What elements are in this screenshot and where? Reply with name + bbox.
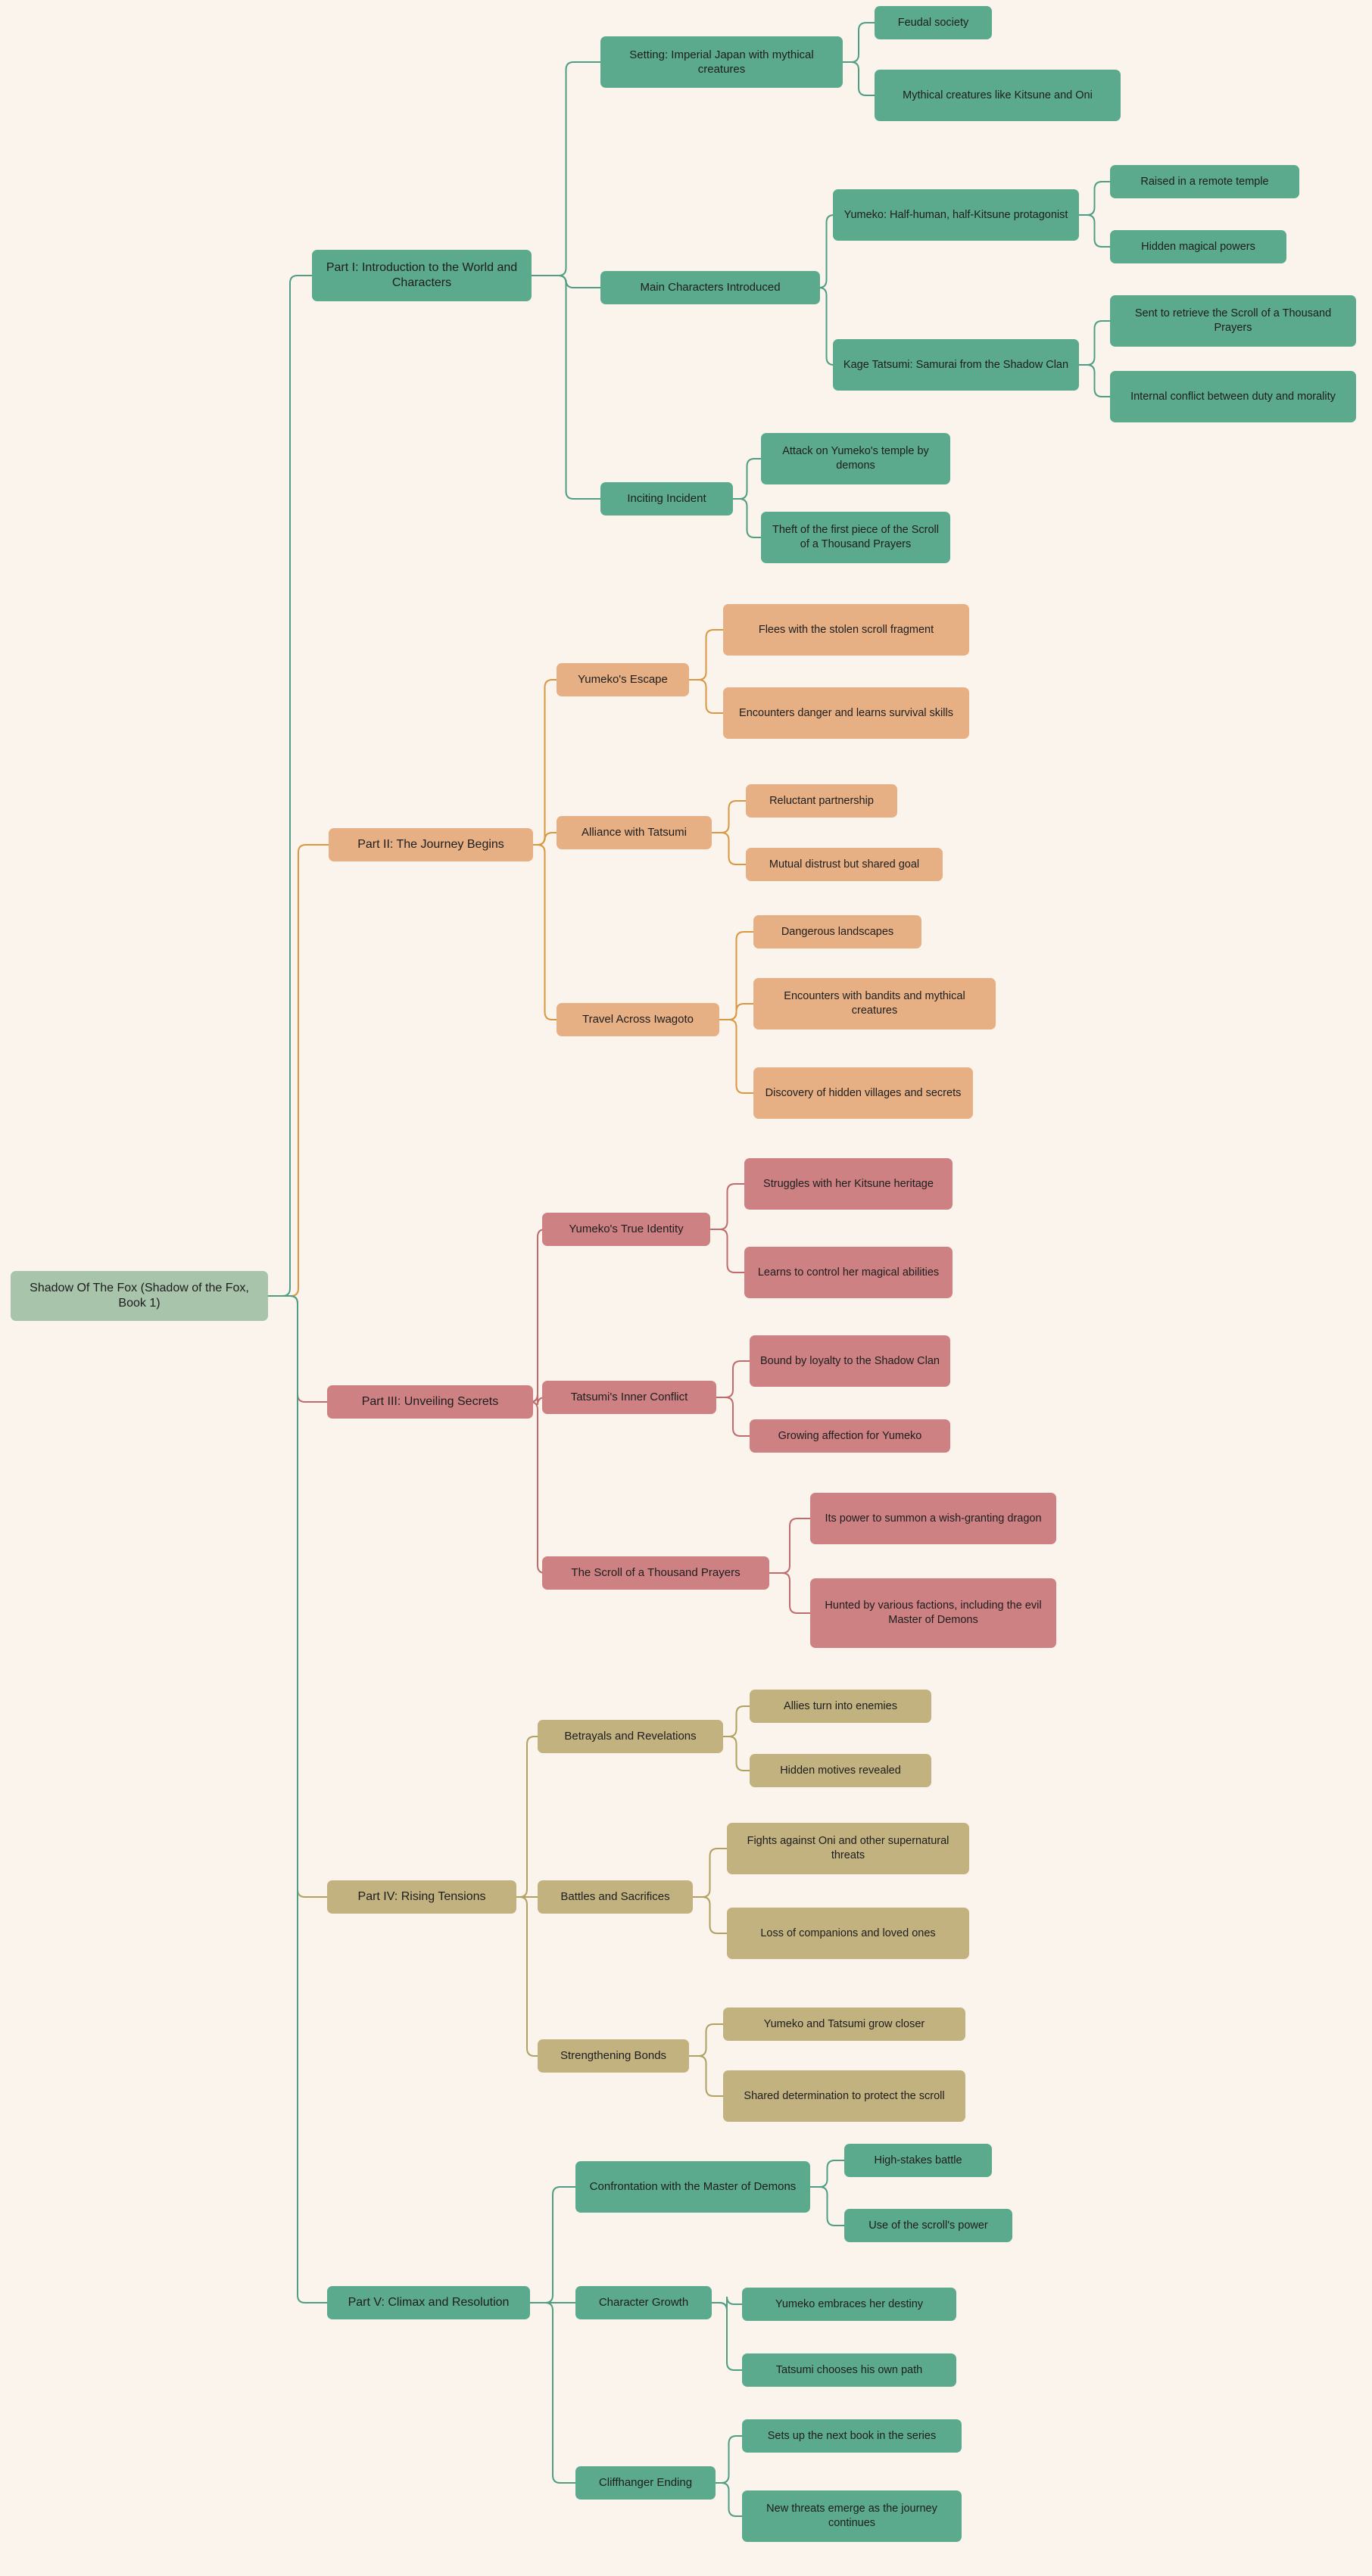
topic-node-part4-0[interactable]	[538, 1720, 723, 1753]
node-label: Learns to control her magical abilities	[757, 1266, 940, 1279]
node-label: Reluctant partnership	[769, 794, 874, 807]
node-label: Encounters with bandits and mythical creatures	[784, 990, 965, 1017]
leaf-node-part2-0-1[interactable]	[723, 687, 969, 739]
leaf-node-part5-2-1[interactable]	[742, 2490, 962, 2542]
node-label: Fights against Oni and other supernatural threats	[747, 1835, 949, 1861]
node-label: Use of the scroll's power	[868, 2219, 988, 2232]
node-label: Internal conflict between duty and morality	[1130, 390, 1336, 403]
branch-node-part5[interactable]	[327, 2286, 530, 2319]
topic-node-part1-1[interactable]	[600, 271, 820, 304]
node-label: Theft of the first piece of the Scroll of a Thousand Prayers	[772, 524, 940, 550]
node-label: Main Characters Introduced	[640, 281, 781, 294]
topic-node-part3-0[interactable]	[542, 1213, 710, 1246]
node-label: Raised in a remote temple	[1140, 175, 1269, 188]
node-label: Kage Tatsumi: Samurai from the Shadow Clan	[843, 358, 1069, 371]
node-label: Shared determination to protect the scroll	[744, 2089, 945, 2102]
leaf-node-part3-1-0[interactable]	[750, 1335, 950, 1387]
topic-node-part5-1[interactable]	[575, 2286, 712, 2319]
node-label: Mythical creatures like Kitsune and Oni	[903, 89, 1093, 101]
topic-node-part3-2[interactable]	[542, 1556, 769, 1590]
topic-node-part2-2[interactable]	[557, 1003, 719, 1036]
node-label: Bound by loyalty to the Shadow Clan	[760, 1354, 940, 1367]
leaf-node-part2-2-2[interactable]	[753, 1067, 973, 1119]
leaf-node-part1-0-0[interactable]	[875, 6, 992, 39]
leaf-node-part5-2-0[interactable]	[742, 2419, 962, 2453]
node-label: Yumeko embraces her destiny	[775, 2297, 924, 2310]
node-label: Tatsumi chooses his own path	[775, 2363, 923, 2376]
node-label: Battles and Sacrifices	[560, 1890, 670, 1904]
node-label: Character Growth	[598, 2296, 689, 2310]
leaf-node-part1-0-1[interactable]	[875, 70, 1121, 121]
node-label: Hidden magical powers	[1141, 240, 1255, 253]
node-label: Part IV: Rising Tensions	[357, 1889, 486, 1903]
node-label: Struggles with her Kitsune heritage	[763, 1177, 934, 1190]
node-label: Feudal society	[897, 16, 969, 29]
node-label: Discovery of hidden villages and secrets	[765, 1086, 962, 1099]
node-label: Part III: Unveiling Secrets	[361, 1394, 499, 1408]
leaf-node-part1-1-1-0[interactable]	[1110, 295, 1356, 347]
node-label: Loss of companions and loved ones	[760, 1927, 936, 1939]
leaf-node-part4-2-1[interactable]	[723, 2070, 965, 2122]
node-label: Yumeko and Tatsumi grow closer	[763, 2017, 925, 2030]
node-label: Travel Across Iwagoto	[582, 1013, 694, 1026]
node-label: Attack on Yumeko's temple by demons	[782, 445, 929, 472]
leaf-node-part1-2-0[interactable]	[761, 433, 950, 484]
node-label: Tatsumi's Inner Conflict	[570, 1391, 688, 1404]
node-label: The Scroll of a Thousand Prayers	[571, 1566, 741, 1580]
branch-node-part1[interactable]	[312, 250, 532, 301]
topic-node-part4-1[interactable]	[538, 1880, 693, 1914]
leaf-node-part3-2-0[interactable]	[810, 1493, 1056, 1544]
node-label: Setting: Imperial Japan with mythical creatures	[629, 48, 814, 76]
leaf-node-part2-2-0[interactable]	[753, 915, 921, 948]
node-label: Hunted by various factions, including the evil Master of Demons	[825, 1599, 1042, 1626]
leaf-node-part1-1-1-1[interactable]	[1110, 371, 1356, 422]
node-label: Its power to summon a wish-granting dragon	[825, 1512, 1042, 1525]
node-label: Yumeko: Half-human, half-Kitsune protagonist	[843, 208, 1068, 221]
topic-node-part1-0[interactable]	[600, 36, 843, 88]
leaf-node-part2-1-1[interactable]	[746, 848, 943, 881]
node-label: Confrontation with the Master of Demons	[589, 2180, 797, 2194]
leaf-node-part4-1-0[interactable]	[727, 1823, 969, 1874]
leaf-node-part3-2-1[interactable]	[810, 1578, 1056, 1648]
node-label: Shadow Of The Fox (Shadow of the Fox, Book 1)	[30, 1281, 249, 1310]
node-label: Cliffhanger Ending	[598, 2476, 693, 2490]
branch-node-part3[interactable]	[327, 1385, 533, 1419]
node-label: Part II: The Journey Begins	[357, 837, 504, 851]
node-label: Part V: Climax and Resolution	[348, 2295, 510, 2309]
leaf-node-part4-2-0[interactable]	[723, 2008, 965, 2041]
leaf-node-part4-1-1[interactable]	[727, 1908, 969, 1959]
leaf-node-part5-0-1[interactable]	[844, 2209, 1012, 2242]
node-label: Yumeko's Escape	[578, 673, 668, 687]
leaf-node-part4-0-0[interactable]	[750, 1690, 931, 1723]
node-label: Betrayals and Revelations	[564, 1730, 697, 1743]
leaf-node-part2-2-1[interactable]	[753, 978, 996, 1029]
topic-node-part2-1[interactable]	[557, 816, 712, 849]
node-label: Strengthening Bonds	[560, 2049, 667, 2063]
node-label: New threats emerge as the journey continues	[766, 2503, 937, 2529]
node-label: Growing affection for Yumeko	[778, 1429, 922, 1442]
topic-node-part5-0[interactable]	[575, 2161, 810, 2213]
node-label: Hidden motives revealed	[780, 1764, 901, 1777]
topic-node-part4-2[interactable]	[538, 2039, 689, 2073]
node-label: Inciting Incident	[627, 492, 706, 506]
leaf-node-part2-1-0[interactable]	[746, 784, 897, 818]
node-label: Flees with the stolen scroll fragment	[758, 623, 934, 636]
leaf-node-part4-0-1[interactable]	[750, 1754, 931, 1787]
leaf-node-part1-1-1[interactable]	[833, 339, 1079, 391]
node-label: High-stakes battle	[874, 2154, 962, 2166]
leaf-node-part1-1-0-1[interactable]	[1110, 230, 1286, 263]
branch-node-part2[interactable]	[329, 828, 533, 861]
topic-node-part3-1[interactable]	[542, 1381, 716, 1414]
leaf-node-part1-2-1[interactable]	[761, 512, 950, 563]
node-label: Encounters danger and learns survival skills	[739, 706, 953, 719]
leaf-node-part5-1-1[interactable]	[742, 2353, 956, 2387]
node-label: Part I: Introduction to the World and Characters	[326, 260, 518, 289]
topic-node-part1-2[interactable]	[600, 482, 733, 516]
node-label: Allies turn into enemies	[784, 1699, 897, 1712]
node-label: Mutual distrust but shared goal	[769, 858, 920, 871]
node-label: Yumeko's True Identity	[569, 1223, 684, 1236]
node-label: Sets up the next book in the series	[767, 2429, 937, 2442]
branch-node-part4[interactable]	[327, 1880, 516, 1914]
leaf-node-part5-1-0[interactable]	[742, 2288, 956, 2321]
leaf-node-part3-0-0[interactable]	[744, 1158, 953, 1210]
leaf-node-part2-0-0[interactable]	[723, 604, 969, 656]
node-label: Alliance with Tatsumi	[582, 826, 687, 839]
topic-node-part5-2[interactable]	[575, 2466, 716, 2500]
node-label: Sent to retrieve the Scroll of a Thousand Prayers	[1134, 307, 1332, 334]
topic-node-part2-0[interactable]	[557, 663, 689, 696]
leaf-node-part5-0-0[interactable]	[844, 2144, 992, 2177]
node-label: Dangerous landscapes	[781, 925, 894, 938]
leaf-node-part1-1-0[interactable]	[833, 189, 1079, 241]
root-node[interactable]	[11, 1271, 268, 1321]
leaf-node-part1-1-0-0[interactable]	[1110, 165, 1299, 198]
leaf-node-part3-0-1[interactable]	[744, 1247, 953, 1298]
leaf-node-part3-1-1[interactable]	[750, 1419, 950, 1453]
